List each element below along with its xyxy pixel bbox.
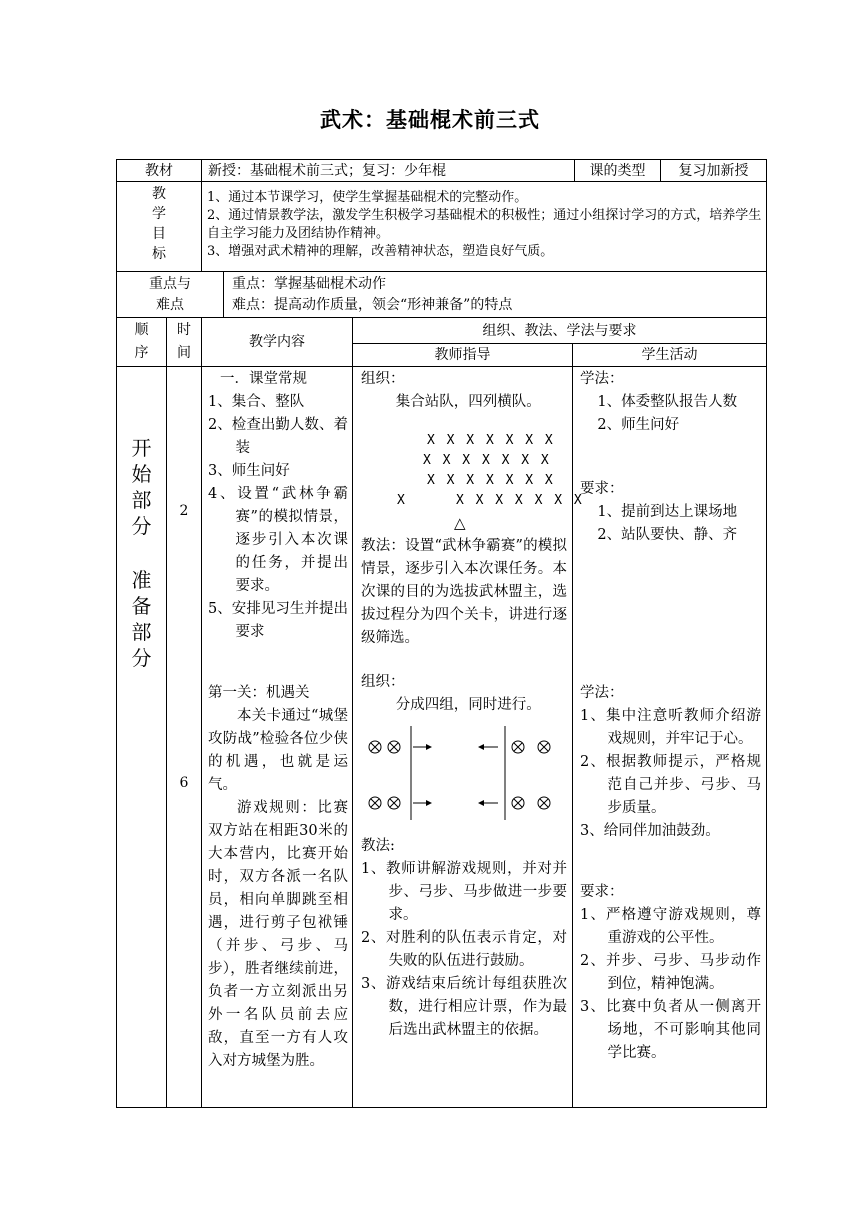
table-border — [352, 317, 353, 1107]
label-char: 教 — [152, 186, 166, 202]
req-item: 3、比赛中负者从一侧离开场地，不可影响其他同学比赛。 — [580, 999, 761, 1061]
player-icon — [388, 741, 400, 753]
objective-item: 2、通过情景教学法，激发学生积极学习基础棍术的积极性；通过小组探讨学习的方式，培养学生自主学习能力及团结协作精神。 — [207, 208, 762, 241]
teacher-triangle-icon: △ — [454, 514, 466, 532]
routine-item: 2、检查出勤人数、着装 — [208, 417, 348, 456]
student-requirements — [580, 478, 761, 547]
header-time — [167, 320, 201, 363]
org-label: 组织： — [361, 371, 405, 387]
key-point: 重点：掌握基础棍术动作 — [232, 276, 386, 292]
method-item: 2、对胜利的队伍表示肯定，对失败的队伍进行鼓励。 — [361, 930, 567, 969]
label-char: 学 — [152, 206, 166, 222]
material-content: 新授：基础棍术前三式；复习：少年棍 — [208, 163, 446, 179]
formation-row: X X X X X X X X — [397, 493, 584, 508]
table-border — [116, 317, 767, 318]
objectives-list — [207, 189, 762, 261]
table-border — [116, 159, 767, 160]
req-item: 2、并步、弓步、马步动作到位，精神饱满。 — [580, 953, 761, 992]
routine-item: 5、安排见习生并提出要求 — [208, 601, 348, 640]
routine-item: 3、师生问好 — [208, 463, 290, 479]
teacher-org — [361, 368, 567, 414]
table-border — [116, 366, 767, 367]
header-student: 学生活动 — [641, 347, 698, 363]
table-border — [572, 343, 573, 1107]
header-order — [117, 320, 166, 363]
req-item: 1、严格遵守游戏规则，尊重游戏的公平性。 — [580, 907, 761, 946]
table-border — [201, 317, 202, 1107]
teacher-method-2 — [361, 835, 567, 1042]
material-label: 教材 — [145, 163, 173, 179]
section-char: 分 — [131, 646, 152, 670]
section-char: 备 — [131, 594, 152, 618]
table-border — [201, 159, 202, 182]
req-label: 要求： — [580, 884, 624, 900]
req-label: 要求： — [580, 481, 624, 497]
table-border — [116, 271, 767, 272]
section-name-start — [117, 435, 166, 539]
routine-item: 1、集合、整队 — [208, 394, 305, 410]
formation-row: X X X X X X X — [423, 453, 551, 468]
method-item: 3、游戏结束后统计每组获胜次数，进行相应计票，作为最后选出武林盟主的依据。 — [361, 976, 567, 1038]
section-char: 部 — [131, 488, 152, 512]
stage-title: 第一关：机遇关 — [208, 685, 310, 701]
header-char: 顺 — [134, 322, 149, 338]
student-study-2 — [580, 682, 761, 843]
study-label: 学法： — [580, 371, 624, 387]
routine-title: 一．课堂常规 — [220, 371, 307, 387]
student-requirements-2 — [580, 881, 761, 1065]
player-icon — [512, 741, 524, 753]
student-study — [580, 368, 761, 437]
table-border — [116, 181, 767, 182]
formation-row: X X X X X X X — [427, 433, 555, 448]
req-item: 2、站队要快、静、齐 — [597, 527, 738, 543]
routine-block — [208, 368, 348, 644]
teacher-method: 教法：设置“武林争霸赛”的模拟情景，逐步引入本次课任务。本次课的目的为选拔武林盟主，选拔过程分为四个关卡，讲进行逐级筛选。 — [361, 538, 567, 646]
study-item: 2、师生问好 — [597, 417, 680, 433]
section-char: 分 — [131, 514, 152, 538]
study-item: 1、体委整队报告人数 — [597, 394, 738, 410]
stage-block — [208, 682, 348, 1073]
difficulty-point: 难点：提高动作质量，领会“形神兼备”的特点 — [232, 297, 513, 313]
method-item: 1、教师讲解游戏规则，并对并步、弓步、马步做进一步要求。 — [361, 861, 567, 923]
section-char: 始 — [131, 462, 152, 486]
method-label: 教法: — [361, 838, 395, 854]
player-icon — [538, 741, 550, 753]
header-org: 组织、教法、学法与要求 — [482, 323, 637, 339]
lesson-type-label: 课的类型 — [589, 163, 646, 179]
routine-item: 4、设置“武林争霸赛”的模拟情景，逐步引入本次课的任务，并提出要求。 — [208, 486, 348, 594]
label-char: 标 — [152, 246, 166, 262]
player-icon — [369, 797, 381, 809]
section-name-prep — [117, 567, 166, 671]
header-teacher: 教师指导 — [434, 347, 491, 363]
label-char: 目 — [152, 226, 166, 242]
stage-paragraph: 游戏规则：比赛双方站在相距30米的大本营内，比赛开始时，双方各派一名队员，相向单脚跳至相遇，进行剪子包袱锤（并步、弓步、马步），胜者继续前进，负者一方立刻派出另外一名队员前去应敌，直至一方有人攻入对方城堡为胜。 — [208, 800, 348, 1069]
section-char: 部 — [131, 620, 152, 644]
player-icon — [369, 741, 381, 753]
time-2: 6 — [179, 775, 189, 791]
org-text: 分成四组，同时进行。 — [395, 697, 541, 713]
req-item: 1、提前到达上课场地 — [597, 504, 738, 520]
table-border — [201, 181, 202, 271]
header-char: 间 — [177, 345, 191, 361]
game-diagram — [362, 726, 562, 826]
study-item: 1、集中注意听教师介绍游戏规则，并牢记于心。 — [580, 708, 761, 747]
keypoints-label-top: 重点与 — [149, 276, 191, 292]
section-char: 开 — [131, 436, 152, 460]
table-border — [352, 343, 767, 344]
header-content: 教学内容 — [249, 334, 305, 350]
objectives-label — [117, 184, 201, 264]
stage-paragraph: 本关卡通过“城堡攻防战”检验各位少侠的机遇，也就是运气。 — [208, 708, 348, 793]
player-icon — [388, 797, 400, 809]
objective-item: 1、通过本节课学习，使学生掌握基础棍术的完整动作。 — [207, 190, 528, 205]
study-item: 3、给同伴加油鼓劲。 — [580, 823, 720, 839]
table-border — [223, 271, 224, 317]
keypoints-label-bottom: 难点 — [156, 297, 184, 313]
table-border — [766, 159, 767, 1108]
header-char: 时 — [177, 322, 191, 338]
player-icon — [538, 797, 550, 809]
formation-row: X X X X X X X — [427, 473, 555, 488]
study-label: 学法： — [580, 685, 624, 701]
player-icon — [512, 797, 524, 809]
table-border — [116, 1107, 767, 1108]
time-1: 2 — [179, 503, 189, 519]
table-border — [166, 317, 167, 1107]
org-text: 集合站队，四列横队。 — [395, 394, 541, 410]
header-char: 序 — [134, 345, 149, 361]
teacher-org-2 — [361, 671, 567, 717]
study-item: 2、根据教师提示，严格规范自己并步、弓步、马步质量。 — [580, 754, 761, 816]
lesson-type-value: 复习加新授 — [678, 163, 749, 179]
section-char: 准 — [131, 568, 152, 592]
page-title: 武术：基础棍术前三式 — [320, 107, 540, 132]
org-label: 组织： — [361, 674, 405, 690]
objective-item: 3、增强对武术精神的理解，改善精神状态，塑造良好气质。 — [207, 244, 554, 259]
